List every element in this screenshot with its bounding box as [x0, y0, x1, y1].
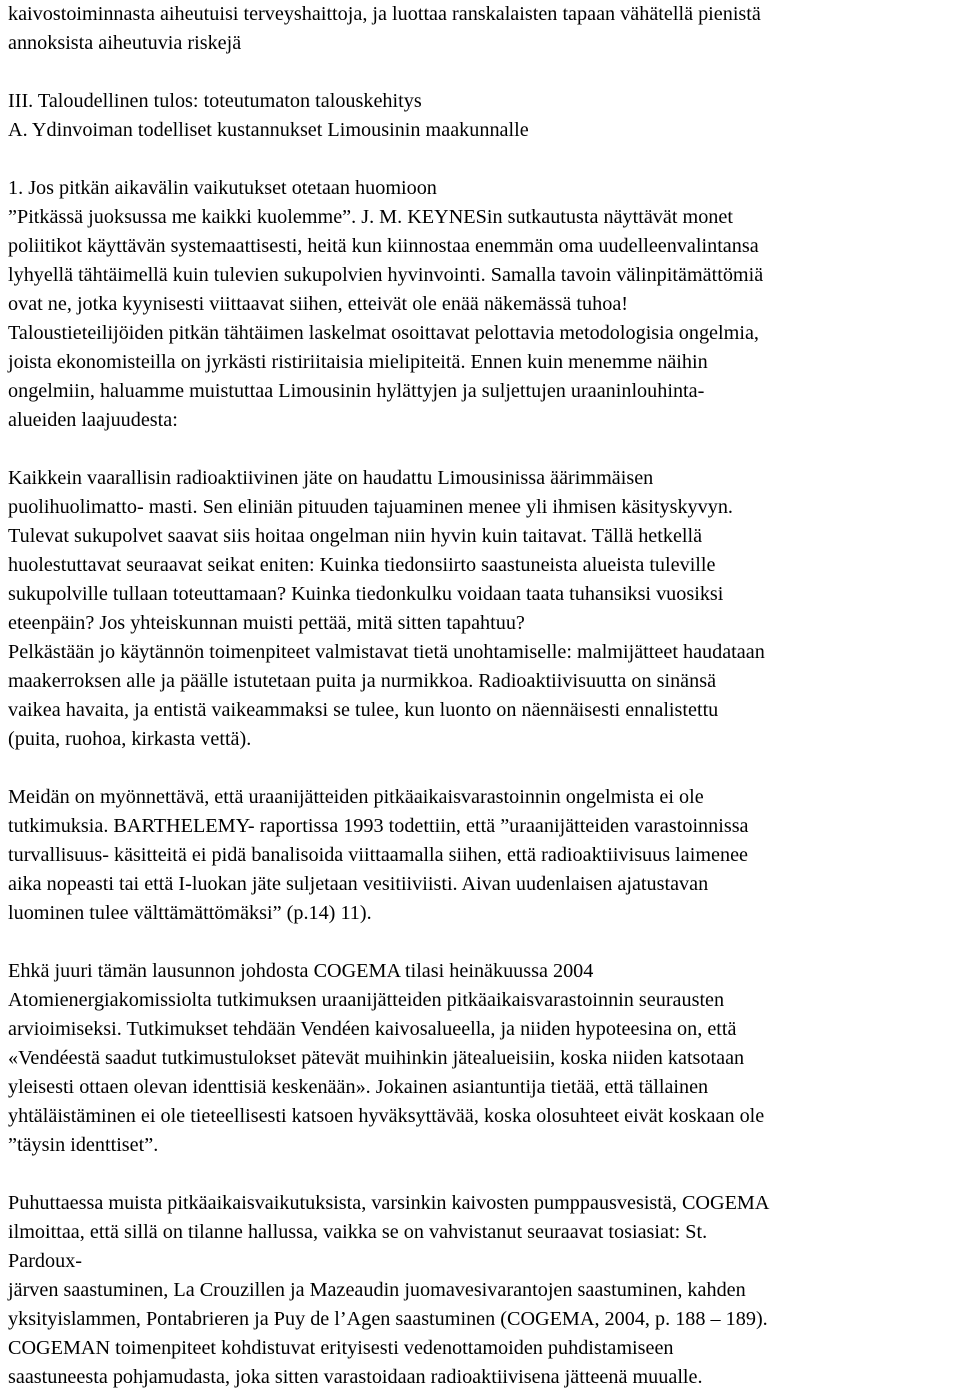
text-line: Ehkä juuri tämän lausunnon johdosta COGEMA tilasi heinäkuussa 2004 [8, 960, 594, 982]
text-line: lyhyellä tähtäimellä kuin tulevien sukupolvien hyvinvointi. Samalla tavoin välinpitämättömiä [8, 264, 764, 286]
text-line: Tulevat sukupolvet saavat siis hoitaa ongelman niin hyvin kuin taitavat. Tällä hetkellä [8, 525, 703, 547]
text-line: alueiden laajuudesta: [8, 409, 178, 431]
paragraph-gap [8, 435, 954, 464]
text-line: ilmoittaa, että sillä on tilanne hallussa, vaikka se on vahvistanut seuraavat tosiasiat: St. [8, 1221, 708, 1243]
text-line: kaivostoiminnasta aiheutuisi terveyshaittoja, ja luottaa ranskalaisten tapaan vähätellä pienistä [8, 3, 761, 25]
text-line: ”Pitkässä juoksussa me kaikki kuolemme”. J. M. KEYNESin sutkautusta näyttävät monet [8, 206, 733, 228]
text-line: Puhuttaessa muista pitkäaikaisvaikutuksista, varsinkin kaivosten pumppausvesistä, COGEMA [8, 1192, 770, 1214]
text-line: annoksista aiheutuvia riskejä [8, 32, 242, 54]
text-line: arvioimiseksi. Tutkimukset tehdään Vendéen kaivosalueella, ja niiden hypoteesina on, että [8, 1018, 737, 1040]
document-page [8, 0, 954, 1392]
text-line: yleisesti ottaen olevan identtisiä keskenään». Jokainen asiantuntija tietää, että tällainen [8, 1076, 709, 1098]
item-heading: 1. Jos pitkän aikavälin vaikutukset otetaan huomioon [8, 177, 437, 199]
text-line: Atomienergiakomissiolta tutkimuksen uraanijätteiden pitkäaikaisvarastoinnin seurausten [8, 989, 725, 1011]
text-line: ovat ne, jotka kyynisesti viittaavat siihen, etteivät ole enää näkemässä tuhoa! [8, 293, 629, 315]
text-line: yksityislammen, Pontabrieren ja Puy de l’Agen saastuminen (COGEMA, 2004, p. 188 – 189). [8, 1308, 768, 1330]
text-line: joista ekonomisteilla on jyrkästi ristiriitaisia mielipiteitä. Ennen kuin menemme näihin [8, 351, 708, 373]
paragraph-gap [8, 928, 954, 957]
text-line: maakerroksen alle ja päälle istutetaan puita ja nurmikkoa. Radioaktiivisuutta on sinänsä [8, 670, 717, 692]
text-line: turvallisuus- käsitteitä ei pidä banalisoida viittaamalla siihen, että radioaktiivisuus laimenee [8, 844, 748, 866]
text-line: saastuneesta pohjamudasta, joka sitten varastoidaan radioaktiivisena jätteenä muualle. [8, 1366, 703, 1388]
text-line: luominen tulee välttämättömäksi” (p.14) 11). [8, 902, 372, 924]
paragraph-gap [8, 754, 954, 783]
text-line: huolestuttavat seuraavat seikat eniten: Kuinka tiedonsiirto saastuneista alueista tuleville [8, 554, 716, 576]
text-line: yhtäläistäminen ei ole tieteellisesti katsoen hyväksyttävää, koska olosuhteet eivät koskaan ole [8, 1105, 765, 1127]
paragraph-gap [8, 58, 954, 87]
intro-paragraph [8, 0, 954, 58]
text-line: tutkimuksia. BARTHELEMY- raportissa 1993 todettiin, että ”uraanijätteiden varastoinnissa [8, 815, 749, 837]
text-line: puolihuolimatto- masti. Sen eliniän pituuden tajuaminen menee yli ihmisen käsityskyvyn. [8, 496, 733, 518]
text-line: Meidän on myönnettävä, että uraanijätteiden pitkäaikaisvarastoinnin ongelmista ei ole [8, 786, 704, 808]
text-line: vaikea havaita, ja entistä vaikeammaksi se tulee, kun luonto on näennäisesti ennalistettu [8, 699, 719, 721]
paragraph-gap [8, 145, 954, 174]
text-line: aika nopeasti tai että I-luokan jäte suljetaan vesitiiviisti. Aivan uudenlaisen ajatustavan [8, 873, 709, 895]
text-line: eteenpäin? Jos yhteiskunnan muisti pettää, mitä sitten tapahtuu? [8, 612, 525, 634]
section-heading: A. Ydinvoiman todelliset kustannukset Limousinin maakunnalle [8, 119, 529, 141]
paragraph-4 [8, 957, 954, 1160]
item-heading-block [8, 174, 954, 203]
text-line: järven saastuminen, La Crouzillen ja Mazeaudin juomavesivarantojen saastuminen, kahden [8, 1279, 746, 1301]
text-line: Taloustieteilijöiden pitkän tähtäimen laskelmat osoittavat pelottavia metodologisia ongelmia, [8, 322, 759, 344]
paragraph-2 [8, 464, 954, 754]
text-line: «Vendéestä saadut tutkimustulokset pätevät muihinkin jätealueisiin, koska niiden katsotaan [8, 1047, 745, 1069]
text-line: sukupolville tullaan toteuttamaan? Kuinka tiedonkulku voidaan taata tuhansiksi vuosiksi [8, 583, 724, 605]
section-headings [8, 87, 954, 145]
text-line: Kaikkein vaarallisin radioaktiivinen jäte on haudattu Limousinissa äärimmäisen [8, 467, 654, 489]
text-line: COGEMAN toimenpiteet kohdistuvat erityisesti vedenottamoiden puhdistamiseen [8, 1337, 674, 1359]
text-line: (puita, ruohoa, kirkasta vettä). [8, 728, 252, 750]
text-line: ongelmiin, haluamme muistuttaa Limousinin hylättyjen ja suljettujen uraaninlouhinta- [8, 380, 705, 402]
text-line: Pelkästään jo käytännön toimenpiteet valmistavat tietä unohtamiselle: malmijätteet haudataan [8, 641, 765, 663]
paragraph-3 [8, 783, 954, 928]
text-line: Pardoux- [8, 1250, 83, 1272]
paragraph-gap [8, 1160, 954, 1189]
text-line: poliitikot käyttävän systemaattisesti, heitä kun kiinnostaa enemmän oma uudelleenvalintansa [8, 235, 759, 257]
text-line: ”täysin identtiset”. [8, 1134, 159, 1156]
paragraph-5 [8, 1189, 954, 1392]
part-heading: III. Taloudellinen tulos: toteutumaton talouskehitys [8, 90, 422, 112]
paragraph-1 [8, 203, 954, 435]
